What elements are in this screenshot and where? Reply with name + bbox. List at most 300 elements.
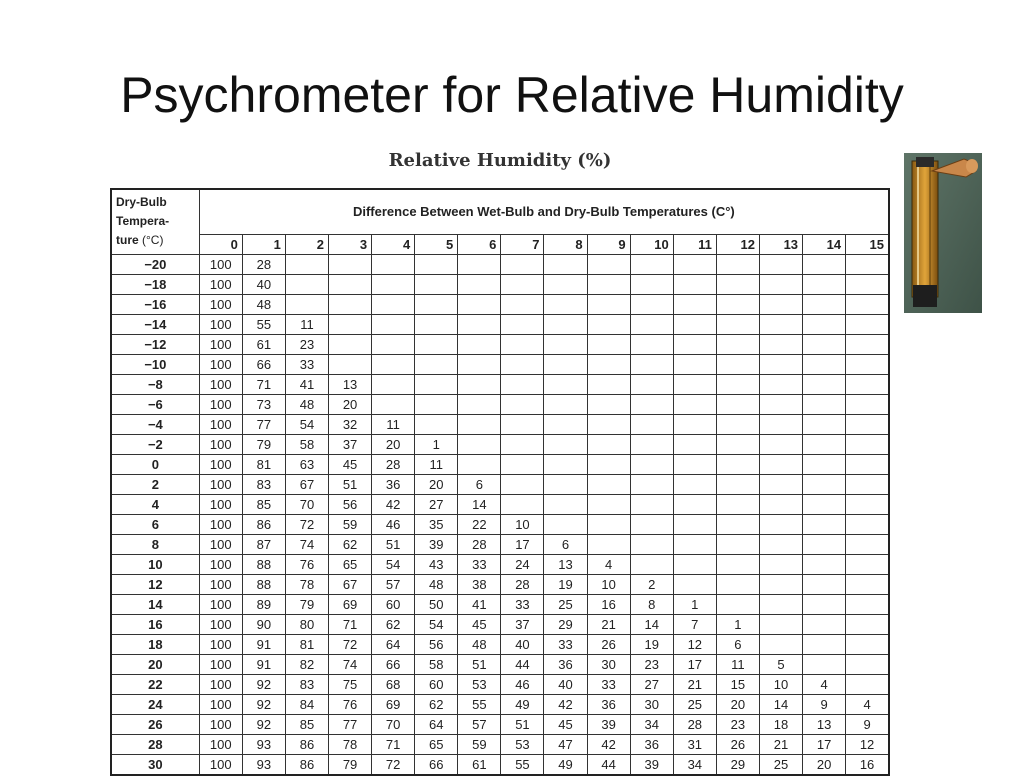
humidity-cell — [458, 295, 501, 315]
humidity-cell: 16 — [587, 595, 630, 615]
table-row — [111, 375, 889, 395]
difference-column-header: 8 — [544, 235, 587, 255]
humidity-cell — [673, 475, 716, 495]
humidity-cell: 57 — [372, 575, 415, 595]
humidity-cell — [587, 455, 630, 475]
table-row — [111, 255, 889, 275]
humidity-cell — [630, 435, 673, 455]
humidity-cell — [587, 375, 630, 395]
humidity-cell: 79 — [329, 755, 372, 776]
table-row — [111, 575, 889, 595]
humidity-cell: 13 — [329, 375, 372, 395]
humidity-cell: 7 — [673, 615, 716, 635]
humidity-cell: 33 — [587, 675, 630, 695]
humidity-cell — [415, 355, 458, 375]
humidity-cell: 22 — [458, 515, 501, 535]
humidity-cell — [716, 595, 759, 615]
humidity-cell: 66 — [372, 655, 415, 675]
humidity-cell: 11 — [415, 455, 458, 475]
humidity-cell: 81 — [285, 635, 328, 655]
humidity-cell — [458, 275, 501, 295]
humidity-cell: 82 — [285, 655, 328, 675]
humidity-cell: 75 — [329, 675, 372, 695]
humidity-cell — [501, 475, 544, 495]
humidity-cell: 61 — [242, 335, 285, 355]
humidity-cell: 73 — [242, 395, 285, 415]
humidity-cell — [846, 275, 889, 295]
humidity-cell: 68 — [372, 675, 415, 695]
humidity-cell: 10 — [587, 575, 630, 595]
humidity-cell: 100 — [199, 495, 242, 515]
table-row — [111, 315, 889, 335]
table-row — [111, 715, 889, 735]
dry-bulb-temperature-cell: 2 — [111, 475, 199, 495]
dry-bulb-temperature-cell: 0 — [111, 455, 199, 475]
humidity-cell — [759, 315, 802, 335]
humidity-cell — [759, 555, 802, 575]
difference-column-header: 9 — [587, 235, 630, 255]
humidity-cell: 42 — [372, 495, 415, 515]
humidity-cell — [716, 415, 759, 435]
humidity-cell: 4 — [587, 555, 630, 575]
humidity-cell: 77 — [329, 715, 372, 735]
humidity-cell: 92 — [242, 695, 285, 715]
humidity-cell — [372, 355, 415, 375]
humidity-cell — [544, 515, 587, 535]
humidity-cell: 24 — [501, 555, 544, 575]
humidity-cell — [803, 295, 846, 315]
dry-bulb-temperature-cell: 14 — [111, 595, 199, 615]
humidity-cell — [673, 375, 716, 395]
dry-bulb-header — [111, 189, 199, 255]
humidity-cell — [329, 295, 372, 315]
humidity-cell — [803, 455, 846, 475]
difference-values-row — [111, 235, 889, 255]
humidity-cell: 36 — [544, 655, 587, 675]
humidity-cell: 76 — [329, 695, 372, 715]
humidity-cell — [716, 335, 759, 355]
humidity-cell: 61 — [458, 755, 501, 776]
humidity-cell — [846, 295, 889, 315]
humidity-cell: 12 — [673, 635, 716, 655]
humidity-cell — [716, 555, 759, 575]
humidity-cell — [759, 455, 802, 475]
humidity-cell — [285, 255, 328, 275]
humidity-cell — [759, 355, 802, 375]
humidity-cell: 100 — [199, 675, 242, 695]
humidity-cell — [759, 275, 802, 295]
humidity-cell: 11 — [716, 655, 759, 675]
humidity-cell: 9 — [846, 715, 889, 735]
humidity-cell: 47 — [544, 735, 587, 755]
humidity-cell — [458, 395, 501, 415]
humidity-cell — [458, 435, 501, 455]
slide-title: Psychrometer for Relative Humidity — [120, 67, 904, 123]
humidity-cell — [587, 475, 630, 495]
humidity-cell: 40 — [242, 275, 285, 295]
dry-bulb-temperature-cell: 26 — [111, 715, 199, 735]
dry-bulb-temperature-cell: 6 — [111, 515, 199, 535]
humidity-cell — [846, 335, 889, 355]
dry-bulb-temperature-cell: −16 — [111, 295, 199, 315]
humidity-cell: 6 — [458, 475, 501, 495]
humidity-cell: 48 — [242, 295, 285, 315]
humidity-cell: 77 — [242, 415, 285, 435]
table-row — [111, 295, 889, 315]
humidity-cell: 10 — [501, 515, 544, 535]
humidity-cell: 91 — [242, 635, 285, 655]
humidity-cell — [846, 375, 889, 395]
humidity-cell: 41 — [285, 375, 328, 395]
humidity-cell — [759, 475, 802, 495]
humidity-cell — [846, 315, 889, 335]
table-row — [111, 355, 889, 375]
humidity-cell — [587, 255, 630, 275]
humidity-cell — [716, 355, 759, 375]
humidity-cell — [587, 535, 630, 555]
humidity-cell: 17 — [803, 735, 846, 755]
humidity-cell — [716, 295, 759, 315]
table-row — [111, 675, 889, 695]
humidity-cell — [372, 335, 415, 355]
humidity-cell — [673, 555, 716, 575]
humidity-cell — [846, 615, 889, 635]
dry-bulb-temperature-cell: −2 — [111, 435, 199, 455]
difference-column-header: 1 — [242, 235, 285, 255]
humidity-cell — [846, 675, 889, 695]
humidity-cell — [329, 355, 372, 375]
table-row — [111, 435, 889, 455]
humidity-cell — [501, 395, 544, 415]
humidity-cell — [803, 415, 846, 435]
humidity-cell: 33 — [285, 355, 328, 375]
humidity-cell: 81 — [242, 455, 285, 475]
humidity-cell: 86 — [285, 755, 328, 776]
humidity-cell: 34 — [630, 715, 673, 735]
humidity-cell — [759, 535, 802, 555]
humidity-cell: 66 — [415, 755, 458, 776]
humidity-cell: 79 — [285, 595, 328, 615]
dry-bulb-temperature-cell: 10 — [111, 555, 199, 575]
difference-column-header: 12 — [716, 235, 759, 255]
humidity-cell: 26 — [587, 635, 630, 655]
humidity-cell — [415, 275, 458, 295]
humidity-cell: 9 — [803, 695, 846, 715]
humidity-cell: 23 — [630, 655, 673, 675]
humidity-cell: 60 — [415, 675, 458, 695]
humidity-cell — [759, 375, 802, 395]
humidity-cell — [458, 335, 501, 355]
humidity-cell — [544, 495, 587, 515]
humidity-cell: 100 — [199, 535, 242, 555]
table-row — [111, 335, 889, 355]
table-row — [111, 635, 889, 655]
humidity-cell: 67 — [285, 475, 328, 495]
humidity-cell — [673, 255, 716, 275]
humidity-cell — [587, 515, 630, 535]
table-row — [111, 495, 889, 515]
humidity-cell: 62 — [372, 615, 415, 635]
humidity-cell — [716, 435, 759, 455]
humidity-cell: 12 — [846, 735, 889, 755]
humidity-cell: 25 — [673, 695, 716, 715]
humidity-cell: 48 — [415, 575, 458, 595]
humidity-cell — [803, 515, 846, 535]
difference-column-header: 11 — [673, 235, 716, 255]
humidity-cell — [846, 555, 889, 575]
humidity-cell — [673, 335, 716, 355]
table-row — [111, 475, 889, 495]
humidity-cell: 41 — [458, 595, 501, 615]
humidity-cell: 45 — [329, 455, 372, 475]
difference-column-header: 4 — [372, 235, 415, 255]
humidity-cell — [587, 335, 630, 355]
humidity-cell: 93 — [242, 735, 285, 755]
humidity-cell: 46 — [501, 675, 544, 695]
humidity-cell: 44 — [501, 655, 544, 675]
humidity-cell: 51 — [501, 715, 544, 735]
humidity-cell — [501, 295, 544, 315]
humidity-cell — [458, 355, 501, 375]
humidity-cell: 100 — [199, 355, 242, 375]
humidity-cell — [673, 295, 716, 315]
difference-column-header: 0 — [199, 235, 242, 255]
humidity-cell: 72 — [285, 515, 328, 535]
humidity-cell: 70 — [372, 715, 415, 735]
humidity-cell — [759, 495, 802, 515]
humidity-cell — [329, 315, 372, 335]
humidity-cell: 51 — [458, 655, 501, 675]
dry-bulb-temperature-cell: 24 — [111, 695, 199, 715]
humidity-cell: 36 — [372, 475, 415, 495]
humidity-cell — [716, 495, 759, 515]
humidity-cell: 6 — [544, 535, 587, 555]
humidity-cell: 88 — [242, 575, 285, 595]
dry-bulb-header-unit: (°C) — [142, 233, 164, 247]
humidity-cell — [415, 415, 458, 435]
humidity-cell: 100 — [199, 395, 242, 415]
table-row — [111, 275, 889, 295]
humidity-cell — [587, 275, 630, 295]
humidity-cell — [803, 275, 846, 295]
humidity-cell: 48 — [285, 395, 328, 415]
humidity-cell — [501, 435, 544, 455]
humidity-cell — [803, 395, 846, 415]
humidity-cell: 79 — [242, 435, 285, 455]
humidity-cell: 65 — [415, 735, 458, 755]
humidity-cell: 63 — [285, 455, 328, 475]
humidity-cell — [544, 315, 587, 335]
humidity-cell: 20 — [372, 435, 415, 455]
dry-bulb-temperature-cell: 30 — [111, 755, 199, 776]
humidity-cell — [716, 315, 759, 335]
humidity-cell — [630, 535, 673, 555]
humidity-cell: 54 — [415, 615, 458, 635]
humidity-cell — [716, 395, 759, 415]
humidity-cell: 100 — [199, 315, 242, 335]
humidity-cell: 17 — [673, 655, 716, 675]
table-row — [111, 615, 889, 635]
humidity-cell — [846, 435, 889, 455]
humidity-cell — [329, 335, 372, 355]
humidity-cell — [630, 255, 673, 275]
humidity-cell — [544, 415, 587, 435]
humidity-cell: 59 — [458, 735, 501, 755]
humidity-cell: 28 — [673, 715, 716, 735]
humidity-cell: 53 — [458, 675, 501, 695]
table-row — [111, 555, 889, 575]
humidity-cell: 100 — [199, 715, 242, 735]
humidity-cell: 100 — [199, 415, 242, 435]
humidity-cell — [846, 595, 889, 615]
humidity-cell — [501, 255, 544, 275]
humidity-cell — [846, 355, 889, 375]
humidity-cell: 91 — [242, 655, 285, 675]
humidity-cell: 83 — [242, 475, 285, 495]
humidity-cell: 42 — [587, 735, 630, 755]
humidity-cell: 36 — [630, 735, 673, 755]
humidity-cell: 27 — [630, 675, 673, 695]
humidity-cell — [716, 255, 759, 275]
humidity-cell: 39 — [415, 535, 458, 555]
humidity-cell: 60 — [372, 595, 415, 615]
difference-column-header: 3 — [329, 235, 372, 255]
humidity-cell: 87 — [242, 535, 285, 555]
humidity-cell — [673, 315, 716, 335]
humidity-cell — [372, 315, 415, 335]
humidity-cell: 92 — [242, 715, 285, 735]
humidity-cell — [759, 295, 802, 315]
humidity-cell — [415, 335, 458, 355]
humidity-cell — [544, 255, 587, 275]
humidity-cell: 100 — [199, 295, 242, 315]
humidity-cell: 45 — [544, 715, 587, 735]
humidity-cell: 85 — [285, 715, 328, 735]
dry-bulb-temperature-cell: 4 — [111, 495, 199, 515]
humidity-cell: 71 — [329, 615, 372, 635]
humidity-cell — [803, 475, 846, 495]
humidity-cell: 10 — [759, 675, 802, 695]
humidity-cell — [803, 635, 846, 655]
humidity-cell: 30 — [630, 695, 673, 715]
humidity-cell: 80 — [285, 615, 328, 635]
humidity-cell — [673, 575, 716, 595]
humidity-cell: 67 — [329, 575, 372, 595]
humidity-cell: 78 — [329, 735, 372, 755]
humidity-cell — [759, 595, 802, 615]
humidity-cell — [630, 375, 673, 395]
humidity-cell: 13 — [803, 715, 846, 735]
humidity-cell — [630, 395, 673, 415]
humidity-cell — [544, 475, 587, 495]
humidity-cell: 45 — [458, 615, 501, 635]
humidity-cell: 44 — [587, 755, 630, 776]
humidity-cell — [458, 375, 501, 395]
humidity-cell: 64 — [415, 715, 458, 735]
humidity-cell: 100 — [199, 735, 242, 755]
humidity-cell: 15 — [716, 675, 759, 695]
table-row — [111, 655, 889, 675]
humidity-cell — [846, 495, 889, 515]
humidity-cell: 57 — [458, 715, 501, 735]
humidity-cell — [759, 575, 802, 595]
humidity-cell: 62 — [329, 535, 372, 555]
table-row — [111, 515, 889, 535]
humidity-cell: 38 — [458, 575, 501, 595]
humidity-cell: 71 — [372, 735, 415, 755]
humidity-cell: 88 — [242, 555, 285, 575]
humidity-cell: 32 — [329, 415, 372, 435]
humidity-cell — [630, 555, 673, 575]
humidity-cell: 1 — [415, 435, 458, 455]
dry-bulb-temperature-cell: 18 — [111, 635, 199, 655]
humidity-cell — [673, 355, 716, 375]
humidity-cell: 42 — [544, 695, 587, 715]
humidity-cell: 28 — [458, 535, 501, 555]
humidity-cell: 36 — [587, 695, 630, 715]
humidity-cell: 53 — [501, 735, 544, 755]
humidity-cell: 26 — [716, 735, 759, 755]
humidity-cell — [501, 355, 544, 375]
humidity-cell — [803, 495, 846, 515]
dry-bulb-header-label: Dry-Bulb Tempera- ture — [116, 195, 170, 247]
humidity-cell — [501, 415, 544, 435]
humidity-cell: 72 — [372, 755, 415, 776]
humidity-cell: 85 — [242, 495, 285, 515]
humidity-cell: 33 — [544, 635, 587, 655]
humidity-cell — [630, 275, 673, 295]
humidity-cell: 100 — [199, 255, 242, 275]
difference-column-header: 7 — [501, 235, 544, 255]
humidity-cell: 5 — [759, 655, 802, 675]
humidity-cell — [803, 335, 846, 355]
humidity-cell — [803, 255, 846, 275]
humidity-cell — [458, 415, 501, 435]
humidity-cell — [846, 575, 889, 595]
humidity-cell — [803, 575, 846, 595]
humidity-cell: 23 — [285, 335, 328, 355]
humidity-cell: 48 — [458, 635, 501, 655]
humidity-cell — [544, 375, 587, 395]
humidity-cell: 55 — [458, 695, 501, 715]
humidity-cell: 72 — [329, 635, 372, 655]
humidity-cell — [501, 315, 544, 335]
humidity-cell — [587, 315, 630, 335]
humidity-cell — [501, 455, 544, 475]
humidity-cell: 46 — [372, 515, 415, 535]
dry-bulb-temperature-cell: −14 — [111, 315, 199, 335]
humidity-cell: 28 — [501, 575, 544, 595]
table-row — [111, 415, 889, 435]
humidity-cell — [803, 375, 846, 395]
humidity-cell — [803, 355, 846, 375]
humidity-cell: 65 — [329, 555, 372, 575]
humidity-cell: 70 — [285, 495, 328, 515]
humidity-cell: 100 — [199, 455, 242, 475]
humidity-cell — [716, 455, 759, 475]
humidity-cell: 100 — [199, 575, 242, 595]
humidity-cell: 100 — [199, 335, 242, 355]
humidity-cell — [587, 415, 630, 435]
humidity-cell: 66 — [242, 355, 285, 375]
humidity-cell — [630, 495, 673, 515]
dry-bulb-temperature-cell: 12 — [111, 575, 199, 595]
humidity-cell — [630, 295, 673, 315]
humidity-cell — [587, 495, 630, 515]
table-row — [111, 455, 889, 475]
humidity-cell — [759, 395, 802, 415]
humidity-cell: 49 — [544, 755, 587, 776]
